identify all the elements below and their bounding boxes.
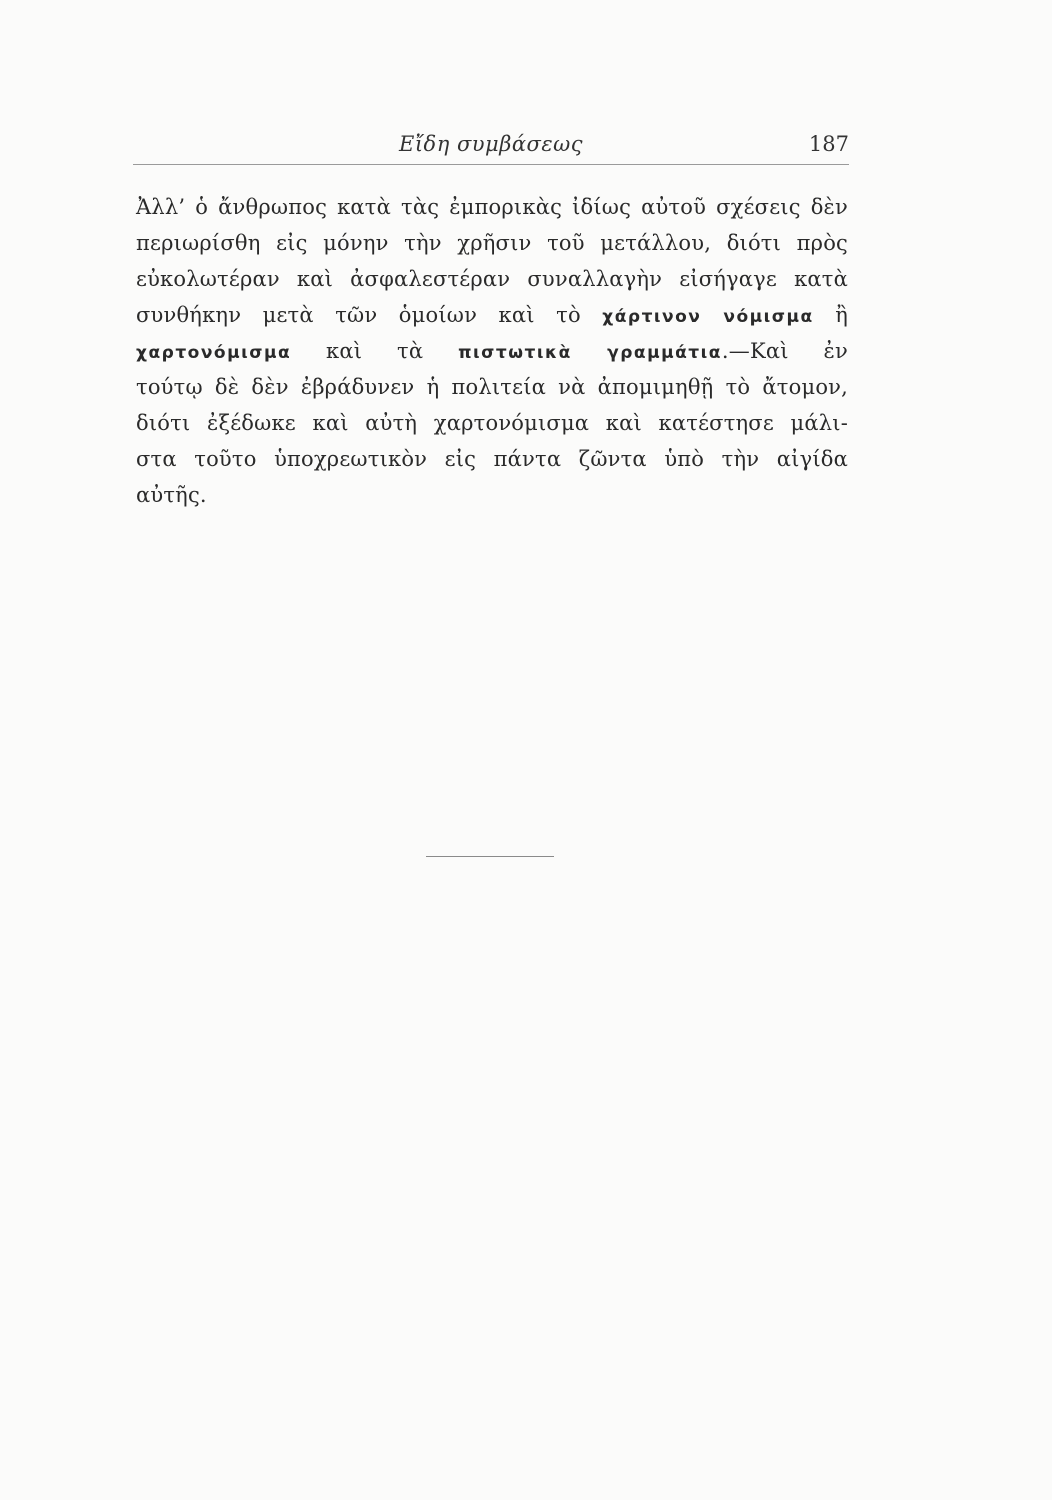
text-run: στα τοῦτο ὑποχρεωτικὸν εἰς πάντα ζῶντα ὑπὸ τὴν αἰγίδα [136,447,848,471]
emphasized-term: χαρτονόμισμα [136,343,292,363]
emphasized-term: χάρτινον νόμισμα [602,307,814,327]
text-run: συνθήκην μετὰ τῶν ὁμοίων καὶ τὸ [136,303,603,327]
paragraph-line [136,333,848,369]
text-run: Ἀλλ’ ὁ ἄνθρωπος κατὰ τὰς ἐμπορικὰς ἰδίως αὐτοῦ σχέσεις δὲν [136,195,848,219]
text-run: εὐκολωτέραν καὶ ἀσφαλεστέραν συναλλαγὴν εἰσήγαγε κατὰ [136,267,848,291]
text-run: ἢ [813,303,848,327]
text-run: τούτῳ δὲ δὲν ἐβράδυνεν ἡ πολιτεία νὰ ἀπομιμηθῇ τὸ ἄτομον, [136,375,848,399]
text-run: αὐτῆς. [136,483,207,507]
text-run: περιωρίσθη εἰς μόνην τὴν χρῆσιν τοῦ μετάλλου, διότι πρὸς [136,231,848,255]
page-number: 187 [808,132,849,156]
paragraph-line [136,189,848,225]
running-head [133,130,849,165]
emphasized-term: πιστωτικὰ γραμμάτια [458,343,722,363]
page-title: Εἴδη συμβάσεως [398,132,584,156]
paragraph-line [136,297,848,333]
main-paragraph [136,189,848,513]
paragraph-line [136,405,848,441]
paragraph-line [136,261,848,297]
paragraph-line [136,225,848,261]
paragraph-line [136,369,848,405]
section-divider [426,856,554,857]
text-run: καὶ τὰ [291,339,459,363]
paragraph-line [136,477,848,513]
text-run: διότι ἐξέδωκε καὶ αὐτὴ χαρτονόμισμα καὶ κατέστησε μάλι- [136,411,848,435]
paragraph-line [136,441,848,477]
text-run: .—Καὶ ἐν [721,339,848,363]
